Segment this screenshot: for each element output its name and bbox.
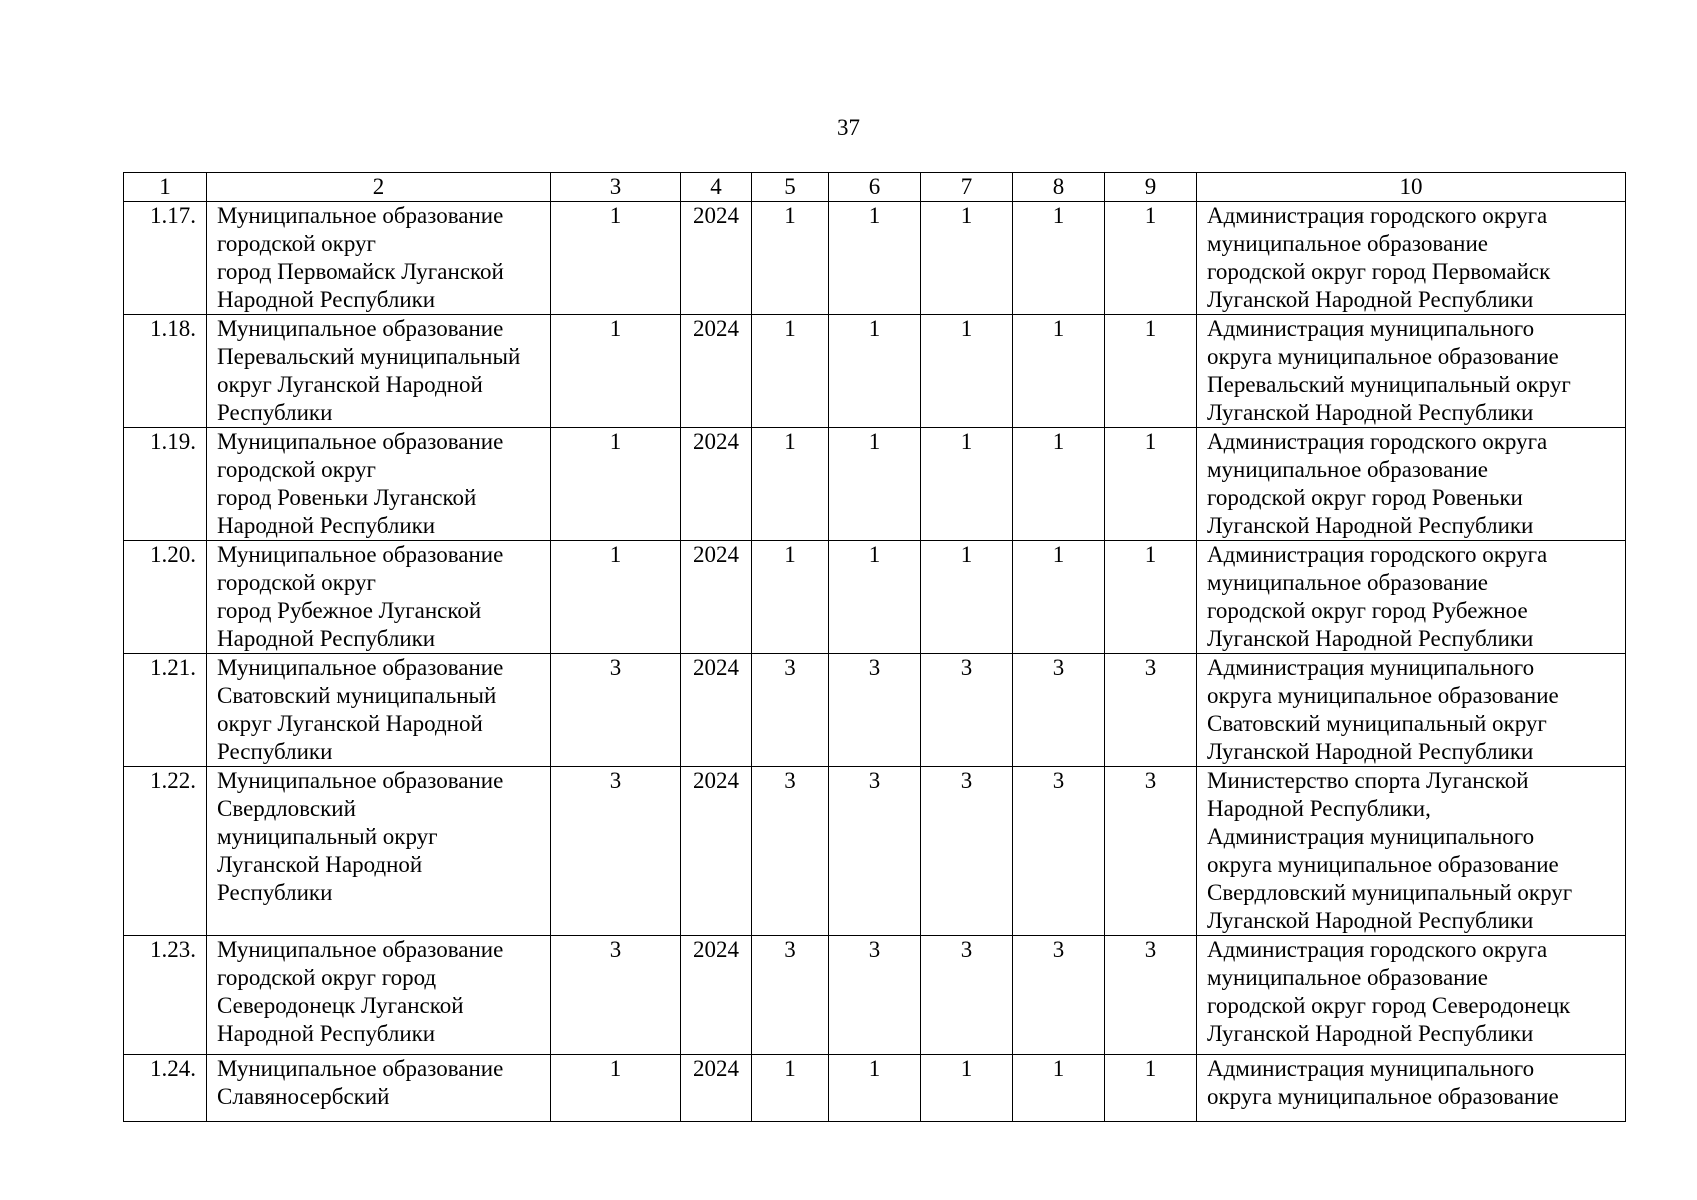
- executor-cell: Администрация городского округа муниципальное образование городской округ город Первомайск Луганской Народной Республики: [1197, 202, 1626, 315]
- executor-cell: Министерство спорта Луганской Народной Республики, Администрация муниципального округа муниципальное образование Свердловский муниципальный округ Луганской Народной Республики: [1197, 767, 1626, 936]
- cell-col3: 3: [551, 767, 681, 936]
- cell-col3: 1: [551, 202, 681, 315]
- row-number: 1.17.: [124, 202, 207, 315]
- cell-year: 2024: [681, 936, 752, 1055]
- cell-col7: 3: [921, 654, 1013, 767]
- row-number: 1.24.: [124, 1055, 207, 1122]
- executor-cell: Администрация городского округа муниципальное образование городской округ город Северодонецк Луганской Народной Республики: [1197, 936, 1626, 1055]
- cell-col8: 1: [1013, 1055, 1105, 1122]
- cell-col9: 1: [1105, 1055, 1197, 1122]
- cell-col5: 1: [752, 541, 829, 654]
- cell-col6: 1: [829, 541, 921, 654]
- header-cell: 2: [207, 173, 551, 202]
- cell-col6: 3: [829, 767, 921, 936]
- row-number: 1.22.: [124, 767, 207, 936]
- cell-col7: 1: [921, 315, 1013, 428]
- cell-col5: 1: [752, 1055, 829, 1122]
- table-row: [124, 1055, 1626, 1122]
- cell-col9: 1: [1105, 541, 1197, 654]
- cell-col8: 1: [1013, 202, 1105, 315]
- cell-col6: 1: [829, 202, 921, 315]
- header-cell: 5: [752, 173, 829, 202]
- cell-col3: 3: [551, 654, 681, 767]
- header-cell: 7: [921, 173, 1013, 202]
- municipality-name: Муниципальное образование городской округ город Рубежное Луганской Народной Республики: [207, 541, 551, 654]
- cell-col6: 3: [829, 654, 921, 767]
- cell-col6: 1: [829, 428, 921, 541]
- header-cell: 9: [1105, 173, 1197, 202]
- table-row: [124, 428, 1626, 541]
- cell-col3: 1: [551, 315, 681, 428]
- cell-year: 2024: [681, 428, 752, 541]
- header-cell: 4: [681, 173, 752, 202]
- cell-col9: 3: [1105, 936, 1197, 1055]
- cell-col3: 1: [551, 428, 681, 541]
- executor-cell: Администрация муниципального округа муниципальное образование Сватовский муниципальный округ Луганской Народной Республики: [1197, 654, 1626, 767]
- cell-col5: 1: [752, 202, 829, 315]
- municipality-name: Муниципальное образование городской округ город Первомайск Луганской Народной Республики: [207, 202, 551, 315]
- cell-col8: 3: [1013, 767, 1105, 936]
- header-cell: 10: [1197, 173, 1626, 202]
- municipality-name: Муниципальное образование городской округ город Северодонецк Луганской Народной Республики: [207, 936, 551, 1055]
- cell-year: 2024: [681, 202, 752, 315]
- municipality-name: Муниципальное образование Свердловский муниципальный округ Луганской Народной Республики: [207, 767, 551, 936]
- cell-col8: 1: [1013, 428, 1105, 541]
- cell-col7: 3: [921, 936, 1013, 1055]
- header-cell: 8: [1013, 173, 1105, 202]
- cell-col7: 1: [921, 202, 1013, 315]
- cell-col9: 1: [1105, 315, 1197, 428]
- table-row: [124, 315, 1626, 428]
- table-row: [124, 541, 1626, 654]
- executor-cell: Администрация городского округа муниципальное образование городской округ город Рубежное Луганской Народной Республики: [1197, 541, 1626, 654]
- executor-cell: Администрация городского округа муниципальное образование городской округ город Ровеньки Луганской Народной Республики: [1197, 428, 1626, 541]
- table-row: [124, 202, 1626, 315]
- cell-year: 2024: [681, 654, 752, 767]
- cell-col7: 1: [921, 428, 1013, 541]
- cell-year: 2024: [681, 541, 752, 654]
- cell-year: 2024: [681, 767, 752, 936]
- cell-year: 2024: [681, 1055, 752, 1122]
- cell-col5: 3: [752, 654, 829, 767]
- municipality-name: Муниципальное образование Славяносербский: [207, 1055, 551, 1122]
- table-row: [124, 936, 1626, 1055]
- cell-col9: 1: [1105, 428, 1197, 541]
- cell-col9: 3: [1105, 767, 1197, 936]
- data-table: [123, 172, 1626, 1122]
- executor-cell: Администрация муниципального округа муниципальное образование Перевальский муниципальный округ Луганской Народной Республики: [1197, 315, 1626, 428]
- cell-col7: 1: [921, 1055, 1013, 1122]
- cell-col8: 1: [1013, 541, 1105, 654]
- cell-col3: 3: [551, 936, 681, 1055]
- cell-col9: 3: [1105, 654, 1197, 767]
- cell-year: 2024: [681, 315, 752, 428]
- cell-col7: 1: [921, 541, 1013, 654]
- row-number: 1.20.: [124, 541, 207, 654]
- header-cell: 6: [829, 173, 921, 202]
- header-row: [124, 173, 1626, 202]
- cell-col7: 3: [921, 767, 1013, 936]
- row-number: 1.21.: [124, 654, 207, 767]
- cell-col8: 1: [1013, 315, 1105, 428]
- cell-col8: 3: [1013, 936, 1105, 1055]
- header-cell: 3: [551, 173, 681, 202]
- cell-col5: 3: [752, 767, 829, 936]
- cell-col5: 1: [752, 315, 829, 428]
- page-number: 37: [837, 115, 860, 140]
- municipality-name: Муниципальное образование Перевальский муниципальный округ Луганской Народной Республики: [207, 315, 551, 428]
- cell-col3: 1: [551, 541, 681, 654]
- cell-col8: 3: [1013, 654, 1105, 767]
- municipality-name: Муниципальное образование Сватовский муниципальный округ Луганской Народной Республики: [207, 654, 551, 767]
- header-cell: 1: [124, 173, 207, 202]
- municipality-name: Муниципальное образование городской округ город Ровеньки Луганской Народной Республики: [207, 428, 551, 541]
- cell-col6: 1: [829, 315, 921, 428]
- cell-col6: 1: [829, 1055, 921, 1122]
- cell-col6: 3: [829, 936, 921, 1055]
- row-number: 1.23.: [124, 936, 207, 1055]
- cell-col3: 1: [551, 1055, 681, 1122]
- cell-col5: 3: [752, 936, 829, 1055]
- executor-cell: Администрация муниципального округа муниципальное образование: [1197, 1055, 1626, 1122]
- row-number: 1.18.: [124, 315, 207, 428]
- row-number: 1.19.: [124, 428, 207, 541]
- table-row: [124, 654, 1626, 767]
- cell-col9: 1: [1105, 202, 1197, 315]
- table-row: [124, 767, 1626, 936]
- cell-col5: 1: [752, 428, 829, 541]
